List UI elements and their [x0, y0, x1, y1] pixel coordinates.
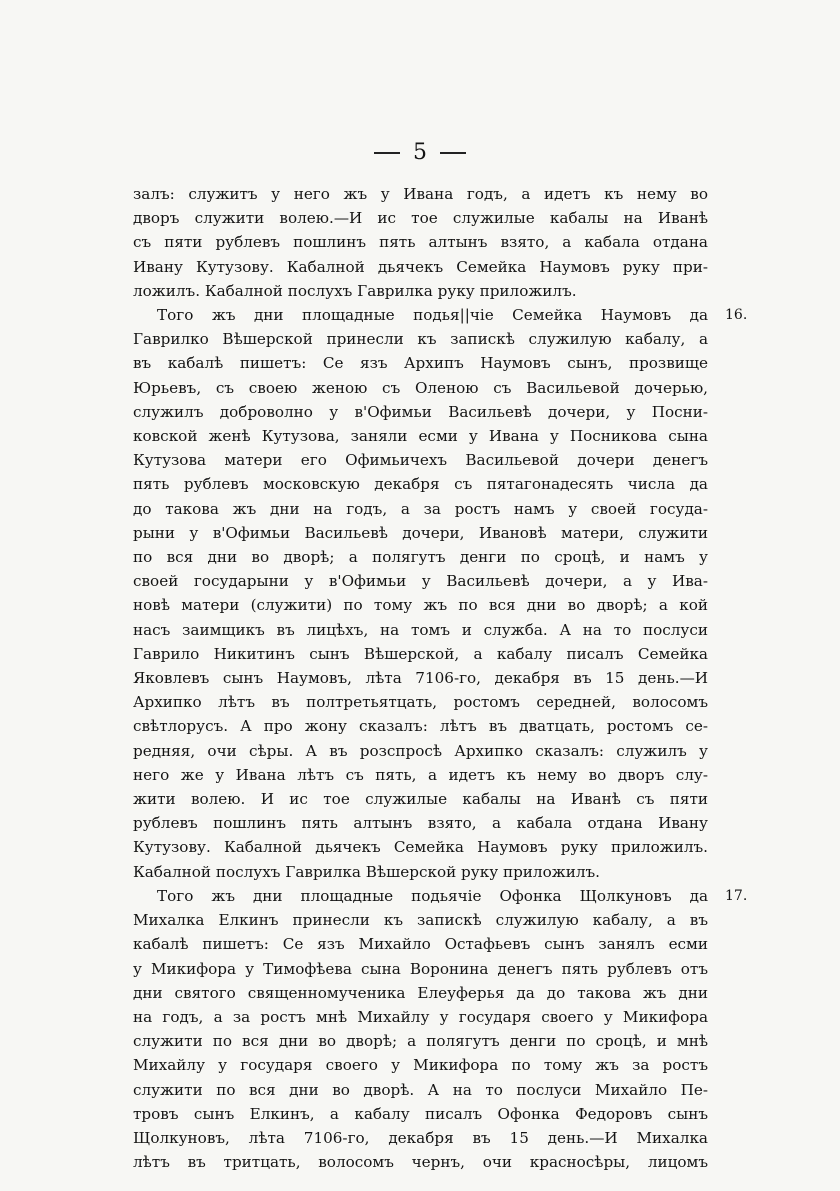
text-line: до такова жъ дни на годъ, а за ростъ намъ у своей госуда- [133, 499, 708, 518]
text-line: Гаврило Никитинъ сынъ Вѣшерской, а кабалу писалъ Семейка [133, 644, 708, 663]
text-line: служилъ доброволно у в'Офимьи Васильевѣ дочери, у Посни- [133, 402, 708, 421]
text-line: Кутузова матери его Офимьичехъ Васильевой дочери денегъ [133, 451, 708, 470]
text-line: съ пяти рублевъ пошлинъ пять алтынъ взято, а кабала отдана [133, 233, 708, 252]
text-line: въ кабалѣ пишетъ: Се язъ Архипъ Наумовъ сынъ, прозвище [133, 354, 708, 373]
text-line: служити по вся дни во дворѣ. А на то послуси Михайло Пе- [133, 1080, 708, 1099]
text-line: насъ заимщикъ въ лицѣхъ, на томъ и служба. А на то послуси [133, 620, 708, 639]
text-line: рублевъ пошлинъ пять алтынъ взято, а кабала отдана Ивану [133, 814, 708, 833]
text-line: дворъ служити волею.—И ис тое служилые кабалы на Иванѣ [133, 209, 708, 228]
entry-number: 16. [725, 307, 748, 324]
text-line: Кабалной послухъ Гаврилка Вѣшерской руку приложилъ. [133, 862, 600, 881]
text-line: ковской женѣ Кутузова, заняли есми у Ивана у Посникова сына [133, 427, 708, 446]
text-line: Юрьевъ, съ своею женою съ Оленою съ Васильевой дочерью, [133, 378, 708, 397]
text-line: Ивану Кутузову. Кабалной дьячекъ Семейка Наумовъ руку при- [133, 257, 708, 276]
text-line: служити по вся дни во дворѣ; а полягутъ денги по сроцѣ, и мнѣ [133, 1032, 708, 1051]
page-number: 5 [413, 140, 427, 165]
text-line: ложилъ. Кабалной послухъ Гаврилка руку приложилъ. [133, 281, 577, 300]
text-line: свѣтлорусъ. А про жону сказалъ: лѣтъ въ дватцать, ростомъ се- [133, 717, 708, 736]
text-line: рыни у в'Офимьи Васильевѣ дочери, Ивановѣ матери, служити [133, 523, 708, 542]
text-line: него же у Ивана лѣтъ съ пять, а идетъ къ нему во дворъ слу- [133, 765, 708, 784]
text-line: новѣ матери (служити) по тому жъ по вся дни во дворѣ; а кой [133, 596, 708, 615]
body-text [133, 182, 748, 1174]
text-line: Щолкуновъ, лѣта 7106-го, декабря въ 15 день.—И Михалка [133, 1128, 708, 1147]
text-line: на годъ, а за ростъ мнѣ Михайлу у государя своего у Микифора [133, 1007, 708, 1026]
text-line: жити волею. И ис тое служилые кабалы на Иванѣ съ пяти [133, 790, 708, 809]
text-line: Яковлевъ сынъ Наумовъ, лѣта 7106-го, декабря въ 15 день.—И [133, 669, 708, 688]
header-dash-left [374, 152, 400, 154]
text-line: по вся дни во дворѣ; а полягутъ денги по сроцѣ, и намъ у [133, 548, 708, 567]
text-line: Того жъ дни площадные подьячіе Офонка Щолкуновъ да [157, 886, 708, 905]
entry-number: 17. [725, 887, 748, 904]
text-line: у Микифора у Тимофѣева сына Воронина денегъ пять рублевъ отъ [133, 959, 708, 978]
header-dash-right [440, 152, 466, 154]
text-line: Того жъ дни площадные подья||чіе Семейка Наумовъ да [157, 306, 708, 325]
text-line: Михайлу у государя своего у Микифора по тому жъ за ростъ [133, 1056, 708, 1075]
text-line: Архипко лѣтъ въ полтретьятцать, ростомъ середней, волосомъ [133, 693, 708, 712]
text-line: тровъ сынъ Елкинъ, а кабалу писалъ Офонка Федоровъ сынъ [133, 1104, 708, 1123]
text-line: пять рублевъ московскую декабря съ пятагонадесять числа да [133, 475, 708, 494]
text-line: лѣтъ въ тритцать, волосомъ чернъ, очи красносѣры, лицомъ [133, 1153, 708, 1172]
text-line: своей государыни у в'Офимьи у Васильевѣ дочери, а у Ива- [133, 572, 708, 591]
paragraph [133, 884, 748, 1174]
page-header [0, 140, 840, 166]
text-line: дни святого священномученика Елеуферья да до такова жъ дни [133, 983, 708, 1002]
text-line: залъ: служитъ у него жъ у Ивана годъ, а идетъ къ нему во [133, 185, 708, 203]
text-line: Гаврилко Вѣшерской принесли къ запискѣ служилую кабалу, а [133, 330, 708, 349]
text-line: редняя, очи сѣры. А въ розспросѣ Архипко сказалъ: служилъ у [133, 741, 708, 760]
paragraph [133, 182, 708, 303]
text-line: Михалка Елкинъ принесли къ запискѣ служилую кабалу, а въ [133, 911, 708, 930]
text-line: кабалѣ пишетъ: Се язъ Михайло Остафьевъ сынъ занялъ есми [133, 935, 708, 954]
text-line: Кутузову. Кабалной дьячекъ Семейка Наумовъ руку приложилъ. [133, 838, 708, 857]
paragraph [133, 303, 748, 884]
